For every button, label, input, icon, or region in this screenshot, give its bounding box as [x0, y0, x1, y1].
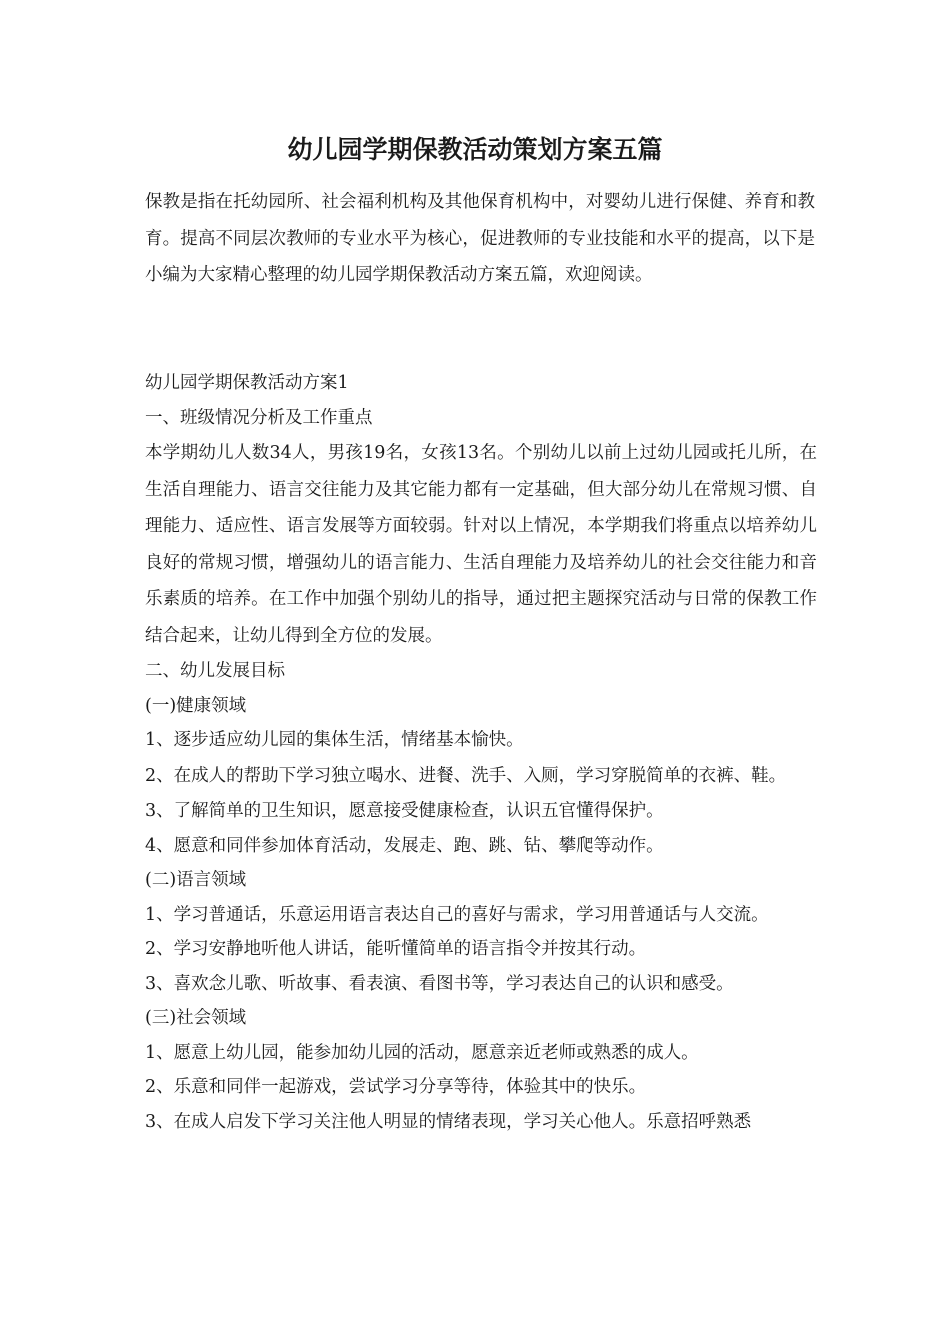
heading-class-analysis: 一、班级情况分析及工作重点 — [145, 407, 373, 428]
social-domain-title: (三)社会领域 — [145, 1008, 247, 1028]
class-analysis-paragraph: 本学期幼儿人数34人，男孩19名，女孩13名。个别幼儿以前上过幼儿园或托儿所，在生活自理能力、语言交往能力及其它能力都有一定基础，但大部分幼儿在常规习惯、自理能力、适应性、语言发展等方面较弱。针对以上情况，本学期我们将重点以培养幼儿良好的常规习惯，增强幼儿的语言能力、生活自理能力及培养幼儿的社会交往能力和音乐素质的培养。在工作中加强个别幼儿的指导，通过把主题探究活动与日常的保教工作结合起来，让幼儿得到全方位的发展。 — [145, 443, 817, 646]
health-item-2: 2、在成人的帮助下学习独立喝水、进餐、洗手、入厕，学习穿脱简单的衣裤、鞋。 — [145, 765, 787, 786]
intro-paragraph: 保教是指在托幼园所、社会福利机构及其他保育机构中，对婴幼儿进行保健、养育和教育。提高不同层次教师的专业水平为核心，促进教师的专业技能和水平的提高，以下是小编为大家精心整理的幼儿园学期保教活动方案五篇，欢迎阅读。 — [145, 192, 815, 285]
health-domain-title: (一)健康领域 — [145, 695, 247, 716]
health-item-3: 3、了解简单的卫生知识，愿意接受健康检查，认识五官懂得保护。 — [145, 801, 664, 821]
language-item-3: 3、喜欢念儿歌、听故事、看表演、看图书等，学习表达自己的认识和感受。 — [145, 973, 734, 994]
document-title: 幼儿园学期保教活动策划方案五篇 — [287, 135, 663, 164]
social-item-2: 2、乐意和同伴一起游戏，尝试学习分享等待，体验其中的快乐。 — [145, 1077, 647, 1097]
language-domain-title: (二)语言领域 — [145, 870, 247, 890]
section-title: 幼儿园学期保教活动方案1 — [145, 373, 349, 393]
social-item-3: 3、在成人启发下学习关注他人明显的情绪表现，学习关心他人。乐意招呼熟悉 — [145, 1111, 752, 1132]
health-item-4: 4、愿意和同伴参加体育活动，发展走、跑、跳、钻、攀爬等动作。 — [145, 835, 664, 856]
social-item-1: 1、愿意上幼儿园，能参加幼儿园的活动，愿意亲近老师或熟悉的成人。 — [145, 1042, 699, 1063]
heading-development-goals: 二、幼儿发展目标 — [145, 661, 285, 681]
health-item-1: 1、逐步适应幼儿园的集体生活，情绪基本愉快。 — [145, 730, 524, 750]
language-item-1: 1、学习普通话，乐意运用语言表达自己的喜好与需求，学习用普通话与人交流。 — [145, 904, 769, 925]
document-body — [145, 366, 817, 1139]
language-item-2: 2、学习安静地听他人讲话，能听懂简单的语言指令并按其行动。 — [145, 939, 647, 959]
